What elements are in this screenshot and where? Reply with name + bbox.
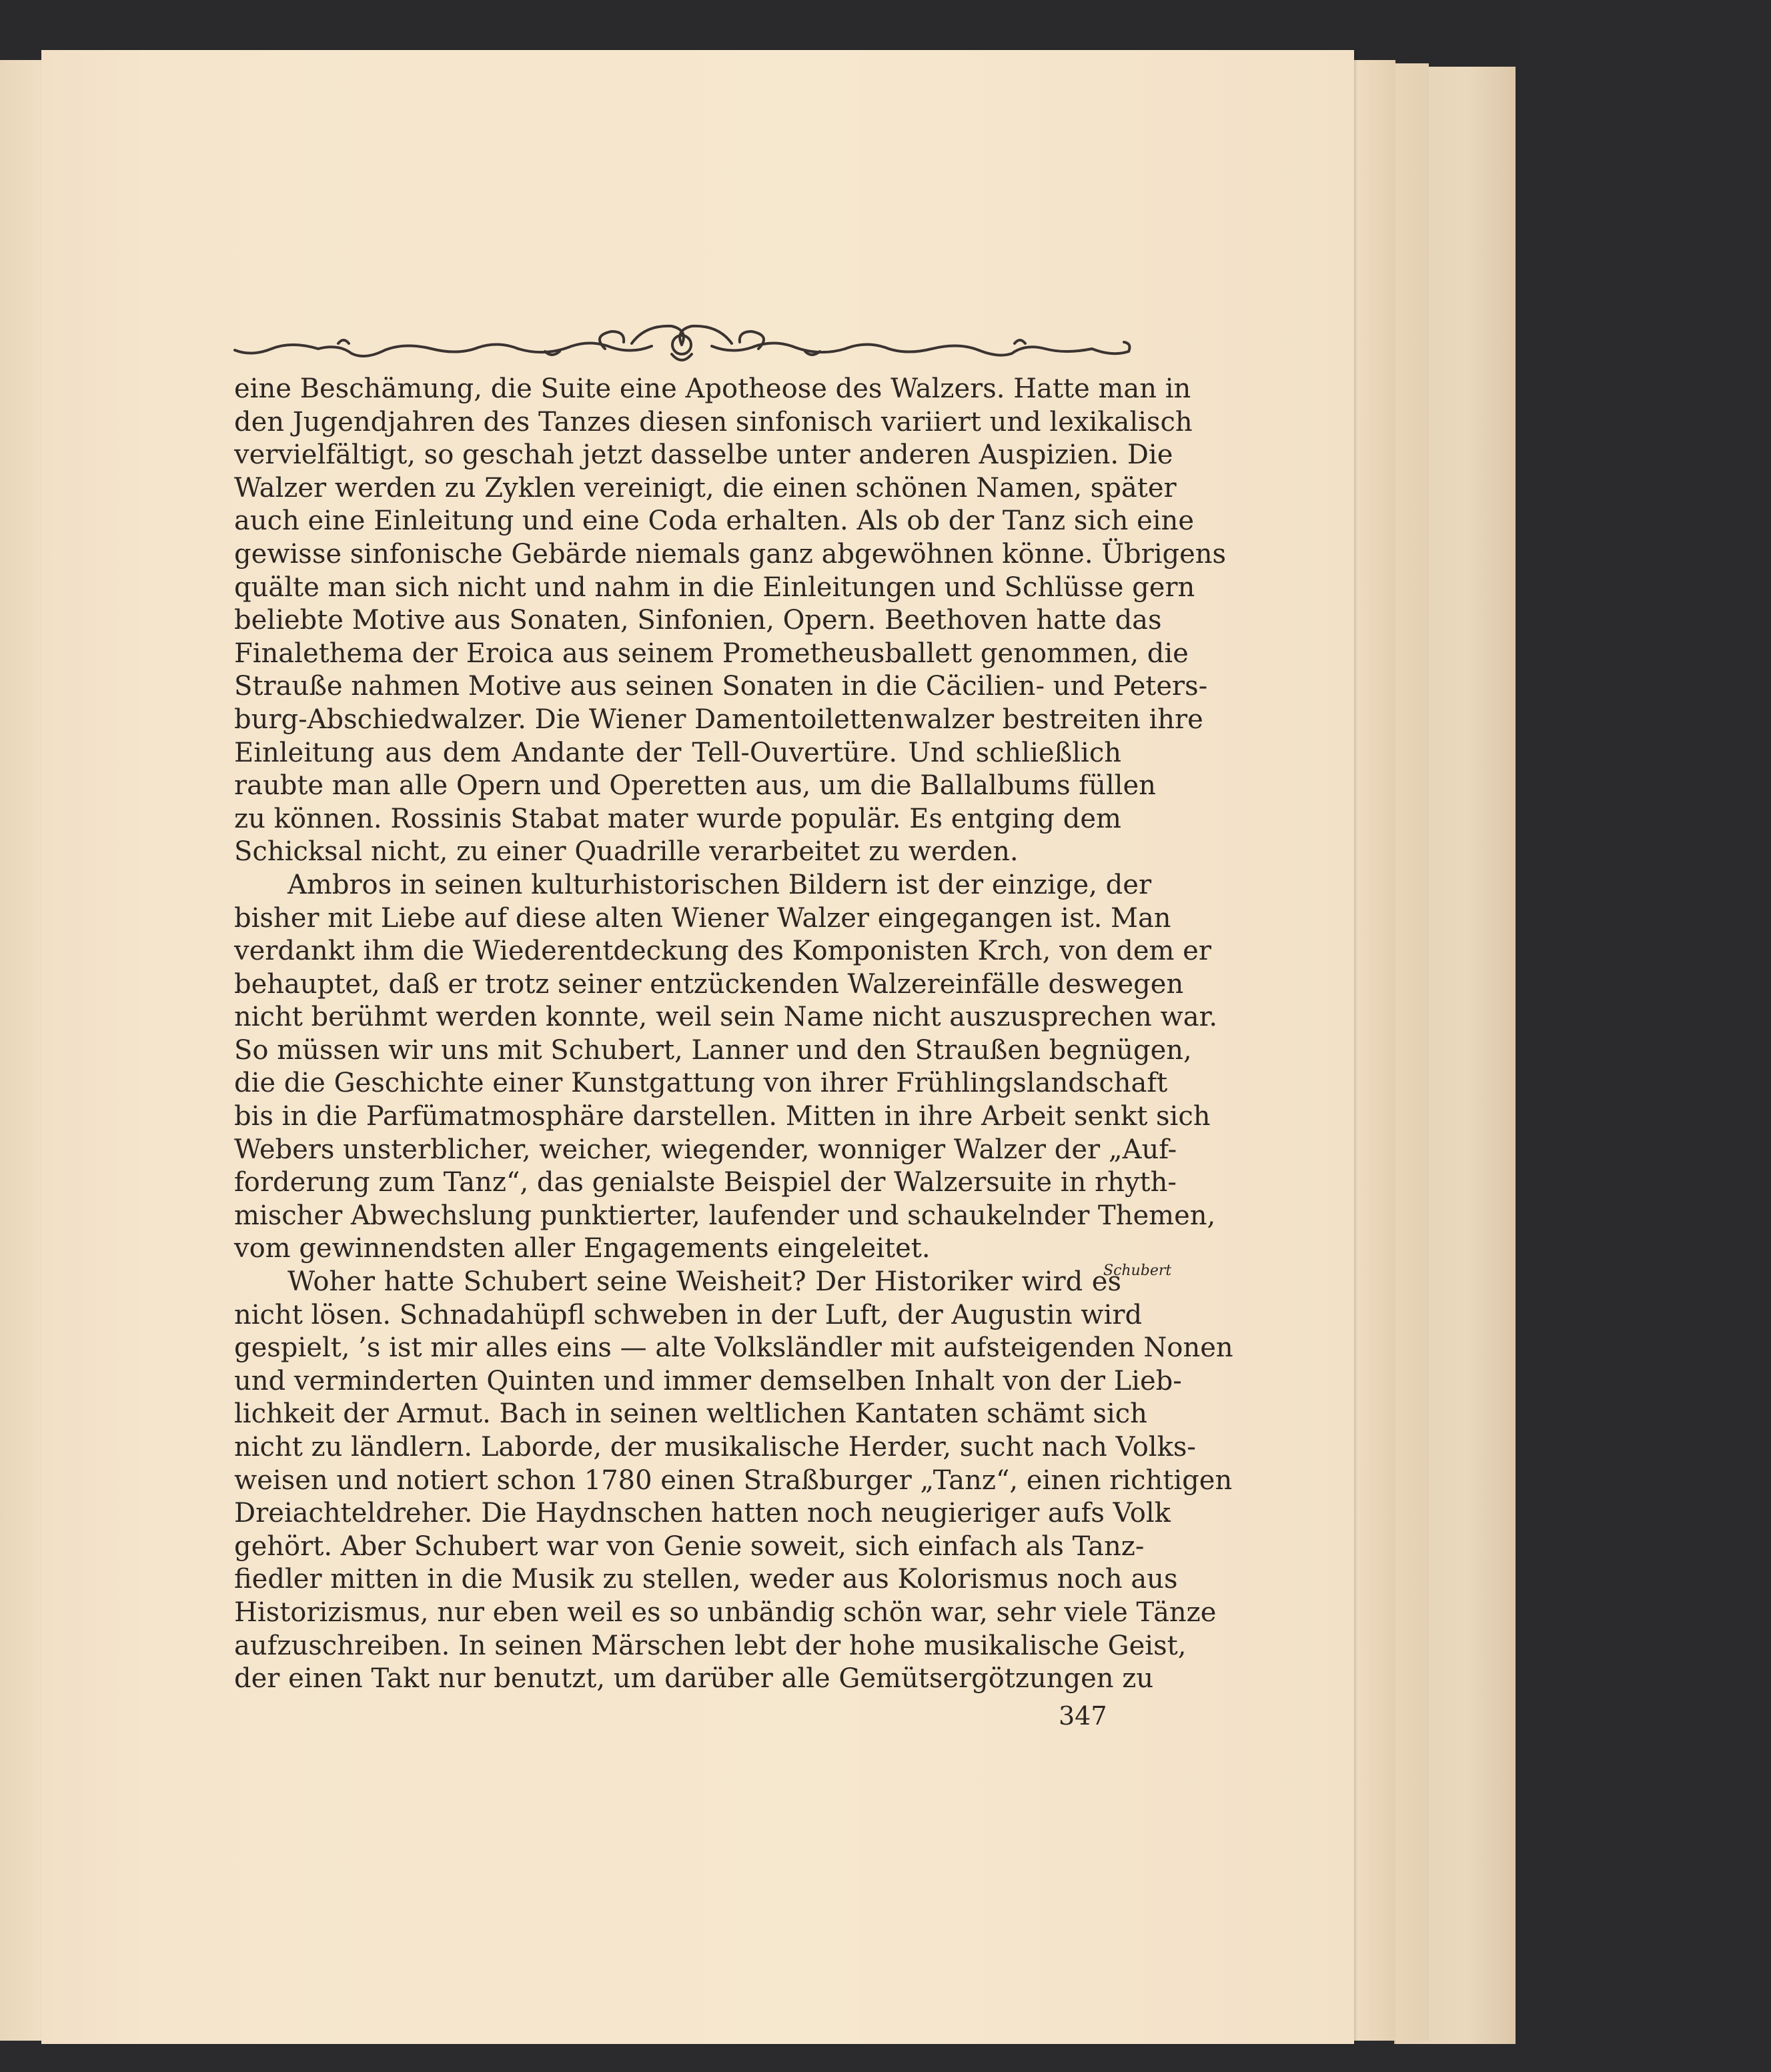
text-line: forderung zum Tanz“, das genialste Beispiel der Walzersuite in rhyth-: [234, 1167, 1177, 1198]
left-page-edge: [0, 60, 47, 2041]
text-line: auch eine Einleitung und eine Coda erhalten. Als ob der Tanz sich eine: [234, 505, 1194, 537]
text-line: zu können. Rossinis Stabat mater wurde populär. Es entging dem: [234, 803, 1121, 834]
book-page: [41, 50, 1354, 2044]
text-line: Ambros in seinen kulturhistorischen Bildern ist der einzige, der: [287, 869, 1152, 900]
text-line: Strauße nahmen Motive aus seinen Sonaten in die Cäcilien- und Peters-: [234, 671, 1208, 702]
text-line: die die Geschichte einer Kunstgattung von ihrer Frühlingslandschaft: [234, 1068, 1168, 1099]
paragraph-3: [234, 1266, 1233, 1696]
text-line: Einleitung aus dem Andante der Tell-Ouvertüre. Und schließlich: [234, 737, 1121, 768]
text-line: Historizismus, nur eben weil es so unbändig schön war, sehr viele Tänze: [234, 1597, 1217, 1628]
text-line: Schicksal nicht, zu einer Quadrille verarbeitet zu werden.: [234, 836, 1019, 868]
text-line: weisen und notiert schon 1780 einen Straßburger „Tanz“, einen richtigen: [234, 1464, 1233, 1496]
text-line: gespielt, ’s ist mir alles eins — alte Volksländler mit aufsteigenden Nonen: [234, 1332, 1233, 1364]
text-line: quälte man sich nicht und nahm in die Einleitungen und Schlüsse gern: [234, 572, 1195, 603]
text-line: bis in die Parfümatmosphäre darstellen. Mitten in ihre Arbeit senkt sich: [234, 1101, 1211, 1132]
body-text: [234, 373, 1233, 1696]
paragraph-1: [234, 373, 1227, 869]
text-line: Woher hatte Schubert seine Weisheit? Der Historiker wird es: [287, 1266, 1121, 1298]
text-line: burg-Abschiedwalzer. Die Wiener Damentoilettenwalzer bestreiten ihre: [234, 704, 1203, 735]
scan-background-right: [1521, 0, 1771, 2072]
decorative-vine-ornament: [231, 317, 1132, 370]
paragraph-2: [234, 869, 1218, 1266]
text-line: nicht berühmt werden konnte, weil sein Name nicht auszusprechen war.: [234, 1002, 1218, 1033]
page-stack-edge: [1347, 60, 1395, 2041]
text-line: gehört. Aber Schubert war von Genie soweit, sich einfach als Tanz-: [234, 1530, 1145, 1562]
text-line: nicht zu ländlern. Laborde, der musikalische Herder, sucht nach Volks-: [234, 1432, 1196, 1462]
text-line: So müssen wir uns mit Schubert, Lanner und den Straußen begnügen,: [234, 1034, 1192, 1066]
text-line: lichkeit der Armut. Bach in seinen weltlichen Kantaten schämt sich: [234, 1398, 1147, 1430]
text-line: Walzer werden zu Zyklen vereinigt, die einen schönen Namen, später: [234, 472, 1177, 503]
text-line: fiedler mitten in die Musik zu stellen, weder aus Kolorismus noch aus: [234, 1564, 1178, 1595]
text-line: vervielfältigt, so geschah jetzt dasselbe unter anderen Auspizien. Die: [234, 439, 1173, 471]
text-line: den Jugendjahren des Tanzes diesen sinfonisch variiert und lexikalisch: [234, 406, 1193, 437]
text-line: und verminderten Quinten und immer demselben Inhalt von der Lieb-: [234, 1365, 1182, 1396]
text-line: behauptet, daß er trotz seiner entzückenden Walzereinfälle deswegen: [234, 968, 1184, 1000]
text-line: nicht lösen. Schnadahüpfl schweben in der Luft, der Augustin wird: [234, 1299, 1143, 1330]
page-number: 347: [1059, 1701, 1107, 1731]
text-line: mischer Abwechslung punktierter, laufender und schaukelnder Themen,: [234, 1200, 1216, 1231]
text-line: raubte man alle Opern und Operetten aus, um die Ballalbums füllen: [234, 770, 1156, 802]
text-line: der einen Takt nur benutzt, um darüber alle Gemütsergötzungen zu: [234, 1663, 1154, 1695]
text-line: bisher mit Liebe auf diese alten Wiener Walzer eingegangen ist. Man: [234, 902, 1171, 934]
text-line: vom gewinnendsten aller Engagements eingeleitet.: [234, 1233, 931, 1264]
text-line: Finalethema der Eroica aus seinem Prometheusballett genommen, die: [234, 638, 1189, 669]
text-line: Webers unsterblicher, weicher, wiegender, wonniger Walzer der „Auf-: [234, 1134, 1177, 1165]
marginal-note: Schubert: [1103, 1262, 1172, 1279]
text-line: beliebte Motive aus Sonaten, Sinfonien, Opern. Beethoven hatte das: [234, 605, 1162, 636]
scan-background-bottom: [0, 2041, 1771, 2072]
text-line: Dreiachteldreher. Die Haydnschen hatten noch neugieriger aufs Volk: [234, 1498, 1171, 1529]
text-line: eine Beschämung, die Suite eine Apotheose des Walzers. Hatte man in: [234, 373, 1191, 404]
text-line: verdankt ihm die Wiederentdeckung des Komponisten Krch, von dem er: [234, 936, 1211, 967]
text-line: gewisse sinfonische Gebärde niemals ganz abgewöhnen könne. Übrigens: [234, 538, 1227, 570]
text-line: aufzuschreiben. In seinen Märschen lebt der hohe musikalische Geist,: [234, 1630, 1187, 1661]
